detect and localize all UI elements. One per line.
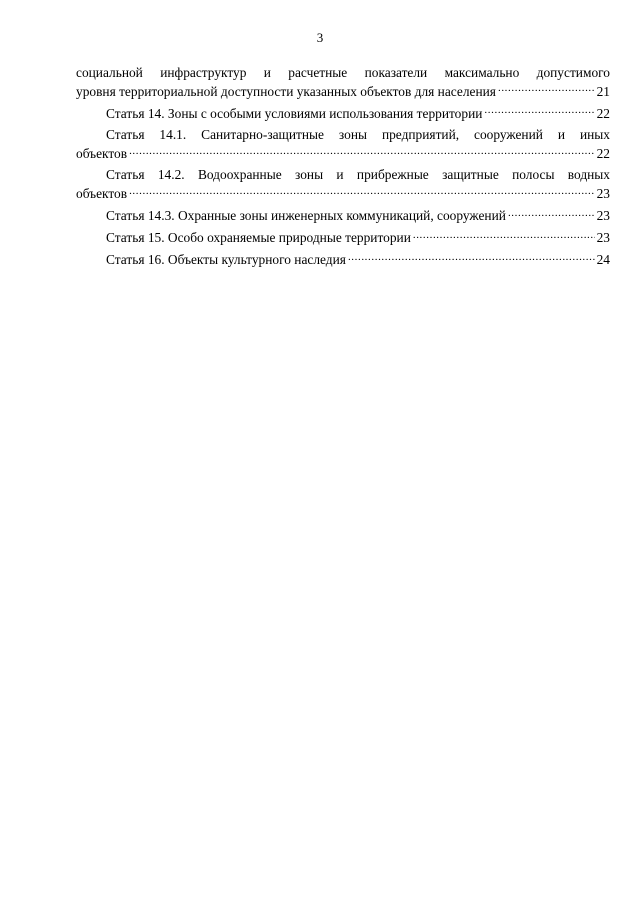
toc-entry-article-16[interactable] [76, 251, 610, 270]
toc-entry-text: уровня территориальной доступности указанных объектов для населения [76, 83, 496, 99]
dot-leader [129, 144, 595, 157]
dot-leader [484, 104, 594, 117]
toc-entry-article-14[interactable] [76, 104, 610, 123]
toc-page-number: 23 [596, 185, 610, 201]
toc-entry-article-14-3[interactable] [76, 207, 610, 226]
dot-leader [129, 185, 595, 198]
toc-entry-title: Статья 14.3. Охранные зоны инженерных коммуникаций, сооружений [106, 207, 506, 223]
toc-entry-title: Статья 14.2. Водоохранные зоны и прибрежные защитные полосы водных [106, 167, 610, 183]
toc-entry-title: Статья 14. Зоны с особыми условиями использования территории [106, 105, 483, 121]
toc-page-number: 23 [596, 207, 610, 223]
toc-entry-article-14-2[interactable] [76, 166, 610, 203]
toc-entry-text: социальной инфраструктур и расчетные показатели максимально допустимого [76, 65, 610, 80]
toc-page-number: 23 [596, 229, 610, 245]
dot-leader [508, 207, 595, 220]
table-of-contents [76, 64, 610, 273]
toc-entry-text: объектов [76, 145, 128, 161]
toc-entry-social-infrastructure[interactable] [76, 64, 610, 101]
toc-entry-title: Статья 16. Объекты культурного наследия [106, 251, 346, 267]
page-number: 3 [316, 30, 324, 45]
dot-leader [348, 251, 595, 264]
toc-page-number: 21 [596, 83, 610, 99]
toc-entry-article-15[interactable] [76, 229, 610, 248]
toc-page-number: 24 [596, 251, 610, 267]
toc-page-number: 22 [596, 145, 610, 161]
dot-leader [413, 229, 595, 242]
dot-leader [498, 82, 595, 95]
toc-page-number: 22 [596, 105, 610, 121]
toc-entry-article-14-1[interactable] [76, 126, 610, 163]
toc-entry-title: Статья 15. Особо охраняемые природные территории [106, 229, 411, 245]
toc-entry-title: Статья 14.1. Санитарно-защитные зоны предприятий, сооружений и иных [106, 127, 610, 143]
toc-entry-text: объектов [76, 185, 128, 201]
